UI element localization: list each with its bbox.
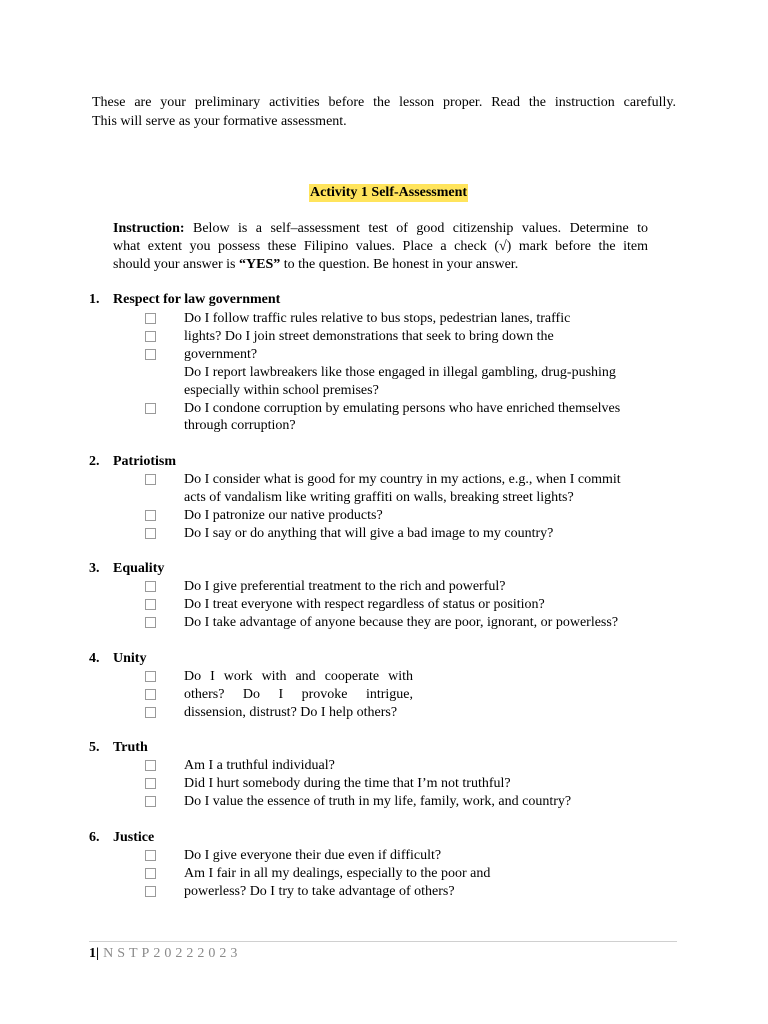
question-line: others? Do I provoke intrigue, (184, 687, 413, 702)
checkbox-6-1[interactable] (145, 850, 156, 861)
checkbox-4-1[interactable] (145, 671, 156, 682)
question-line: dissension, distrust? Do I help others? (184, 705, 398, 720)
section-title-respect: Respect for law government (113, 292, 281, 307)
section-number: 4. (89, 651, 100, 666)
section-number: 6. (89, 830, 100, 845)
question-line: government? (184, 347, 258, 362)
question-line: acts of vandalism like writing graffiti on walls, breaking street lights? (184, 490, 574, 505)
question-line: Did I hurt somebody during the time that I’m not truthful? (184, 776, 511, 791)
question-line: Do I condone corruption by emulating persons who have enriched themselves (184, 401, 621, 416)
question-line: Am I fair in all my dealings, especially to the poor and (184, 866, 491, 881)
question-line: lights? Do I join street demonstrations that seek to bring down the (184, 329, 554, 344)
checkbox-1-4[interactable] (145, 403, 156, 414)
question-line: Do I work with and cooperate with (184, 669, 413, 684)
checkbox-2-3[interactable] (145, 528, 156, 539)
footer-text: NSTP20222023 (103, 946, 242, 961)
question-line: Do I patronize our native products? (184, 508, 383, 523)
section-title-equality: Equality (113, 561, 165, 576)
page-number: 1 (89, 946, 96, 961)
checkbox-2-2[interactable] (145, 510, 156, 521)
footer-divider (89, 941, 677, 942)
footer-separator: | (96, 946, 100, 961)
intro-line-1: These are your preliminary activities before the lesson proper. Read the instruction carefully. (92, 95, 676, 110)
question-line: powerless? Do I try to take advantage of others? (184, 884, 455, 899)
section-number: 5. (89, 740, 100, 755)
question-line: Do I consider what is good for my country in my actions, e.g., when I commit (184, 472, 621, 487)
section-title-unity: Unity (113, 651, 147, 666)
checkbox-3-1[interactable] (145, 581, 156, 592)
question-line: Do I treat everyone with respect regardless of status or position? (184, 597, 545, 612)
section-number: 3. (89, 561, 100, 576)
instruction-line-1: Instruction: Below is a self–assessment test of good citizenship values. Determine to (113, 221, 648, 236)
instruction-line-3: should your answer is “YES” to the question. Be honest in your answer. (113, 257, 519, 272)
checkbox-4-2[interactable] (145, 689, 156, 700)
question-line: Do I report lawbreakers like those engaged in illegal gambling, drug-pushing (184, 365, 616, 380)
question-line: through corruption? (184, 418, 296, 433)
question-line: especially within school premises? (184, 383, 379, 398)
question-line: Am I a truthful individual? (184, 758, 335, 773)
section-title-justice: Justice (113, 830, 155, 845)
section-title-truth: Truth (113, 740, 148, 755)
checkbox-3-3[interactable] (145, 617, 156, 628)
question-line: Do I say or do anything that will give a bad image to my country? (184, 526, 554, 541)
activity-title: Activity 1 Self-Assessment (310, 185, 468, 200)
intro-line-2: This will serve as your formative assessment. (92, 114, 347, 129)
question-line: Do I take advantage of anyone because they are poor, ignorant, or powerless? (184, 615, 619, 630)
question-line: Do I value the essence of truth in my life, family, work, and country? (184, 794, 572, 809)
checkbox-1-3[interactable] (145, 349, 156, 360)
question-line: Do I follow traffic rules relative to bus stops, pedestrian lanes, traffic (184, 311, 571, 326)
section-number: 2. (89, 454, 100, 469)
checkbox-1-2[interactable] (145, 331, 156, 342)
instruction-label: Instruction: (113, 221, 185, 236)
question-line: Do I give preferential treatment to the rich and powerful? (184, 579, 506, 594)
question-line: Do I give everyone their due even if difficult? (184, 848, 442, 863)
section-title-patriotism: Patriotism (113, 454, 176, 469)
checkbox-1-1[interactable] (145, 313, 156, 324)
checkbox-4-3[interactable] (145, 707, 156, 718)
checkbox-6-3[interactable] (145, 886, 156, 897)
section-number: 1. (89, 292, 100, 307)
checkbox-2-1[interactable] (145, 474, 156, 485)
checkbox-3-2[interactable] (145, 599, 156, 610)
page-footer (89, 945, 241, 963)
checkbox-5-2[interactable] (145, 778, 156, 789)
instruction-line-2: what extent you possess these Filipino values. Place a check (√) mark before the item (113, 239, 648, 254)
checkbox-5-3[interactable] (145, 796, 156, 807)
checkbox-5-1[interactable] (145, 760, 156, 771)
checkbox-6-2[interactable] (145, 868, 156, 879)
